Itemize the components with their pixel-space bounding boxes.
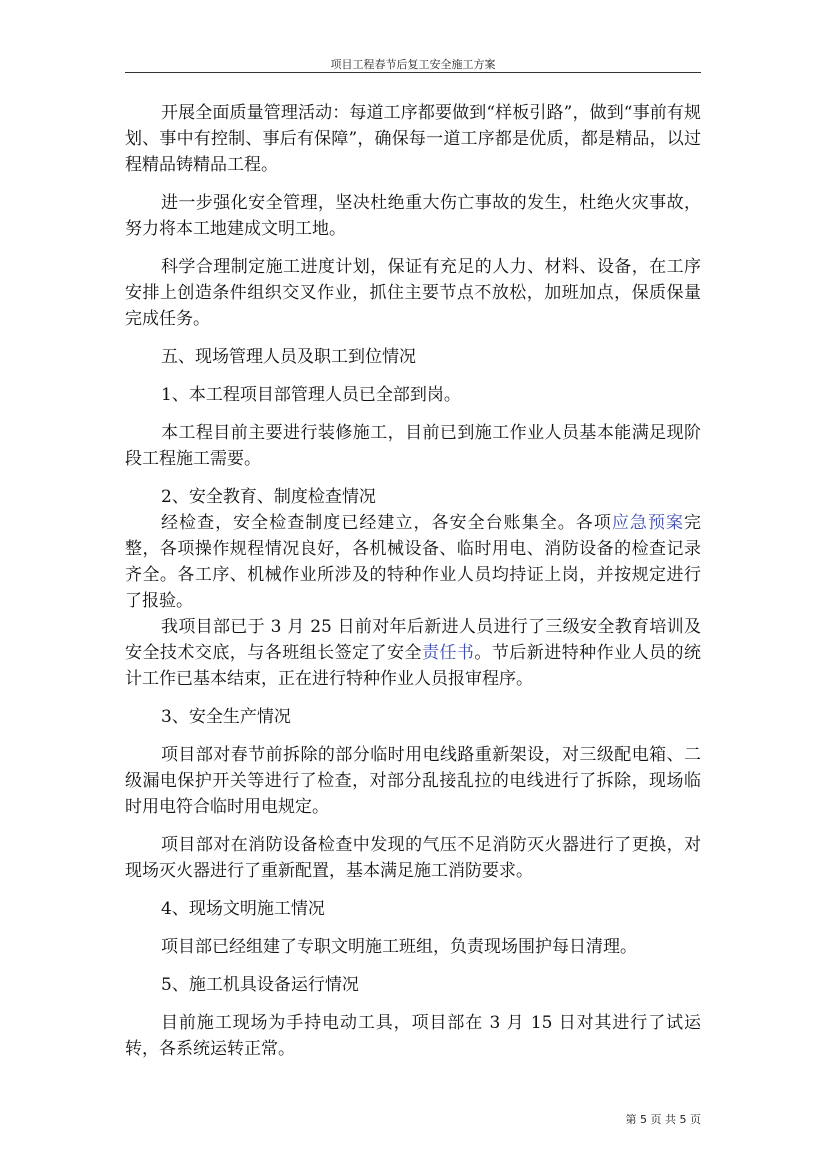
- document-body: [125, 100, 701, 1074]
- subheading-1-management-staff: 1、本工程项目部管理人员已全部到岗。: [161, 385, 461, 405]
- paragraph-inspection-text-a: 经检查，安全检查制度已经建立，各安全台账集全。各项: [161, 513, 612, 533]
- section-heading-5: 五、现场管理人员及职工到位情况: [161, 347, 416, 367]
- subheading-3-production-safety: 3、安全生产情况: [161, 707, 291, 727]
- paragraph-training-text-b: 。节后新进特种作业人员的统计工作已基本结束，正在进行特种作业人员报审程序。: [125, 643, 701, 689]
- subheading-2-safety-education: 2、安全教育、制度检查情况: [161, 487, 376, 507]
- paragraph-power-tools: 目前施工现场为手持电动工具，项目部在 3 月 15 日对其进行了试运转，各系统运转正常。: [125, 1013, 701, 1059]
- responsibility-letter-link[interactable]: 责任书: [421, 643, 475, 663]
- subheading-4-civilized-construction: 4、现场文明施工情况: [161, 899, 325, 919]
- paragraph-training: [125, 614, 701, 692]
- paragraph-safety-management: 进一步强化安全管理，坚决杜绝重大伤亡事故的发生，杜绝火灾事故，努力将本工地建成文明工地。: [125, 193, 701, 239]
- paragraph-cleaning-team: 项目部已经组建了专职文明施工班组，负责现场围护每日清理。: [161, 937, 637, 957]
- paragraph-schedule-plan: 科学合理制定施工进度计划，保证有充足的人力、材料、设备，在工序安排上创造条件组织交叉作业，抓住主要节点不放松，加班加点，保质保量完成任务。: [125, 257, 701, 329]
- paragraph-quality-management: 开展全面质量管理活动：每道工序都要做到“样板引路”，做到“事前有规划、事中有控制、事后有保障”，确保每一道工序都是优质，都是精品，以过程精品铸精品工程。: [125, 103, 701, 175]
- emergency-plan-link[interactable]: 应急预案: [611, 513, 685, 533]
- page-number-footer: 第 5 页 共 5 页: [625, 1113, 701, 1126]
- running-header-title: 项目工程春节后复工安全施工方案: [330, 58, 496, 71]
- paragraph-inspection: [125, 510, 701, 614]
- header-divider: [125, 72, 701, 73]
- paragraph-workforce: 本工程目前主要进行装修施工，目前已到施工作业人员基本能满足现阶段工程施工需要。: [125, 423, 701, 469]
- paragraph-inspection-text-b: 完整，各项操作规程情况良好，各机械设备、临时用电、消防设备的检查记录齐全。各工序、机械作业所涉及的特种作业人员均持证上岗，并按规定进行了报验。: [125, 513, 702, 611]
- paragraph-fire-equipment: 项目部对在消防设备检查中发现的气压不足消防灭火器进行了更换，对现场灭火器进行了重新配置，基本满足施工消防要求。: [125, 835, 701, 881]
- paragraph-training-text-a: 我项目部已于 3 月 25 日前对年后新进人员进行了三级安全教育培训及安全技术交底，与各班组长签定了安全: [125, 617, 701, 663]
- paragraph-electrical: 项目部对春节前拆除的部分临时用电线路重新架设，对三级配电箱、二级漏电保护开关等进行了检查，对部分乱接乱拉的电线进行了拆除，现场临时用电符合临时用电规定。: [125, 745, 701, 817]
- subheading-5-equipment: 5、施工机具设备运行情况: [161, 975, 359, 995]
